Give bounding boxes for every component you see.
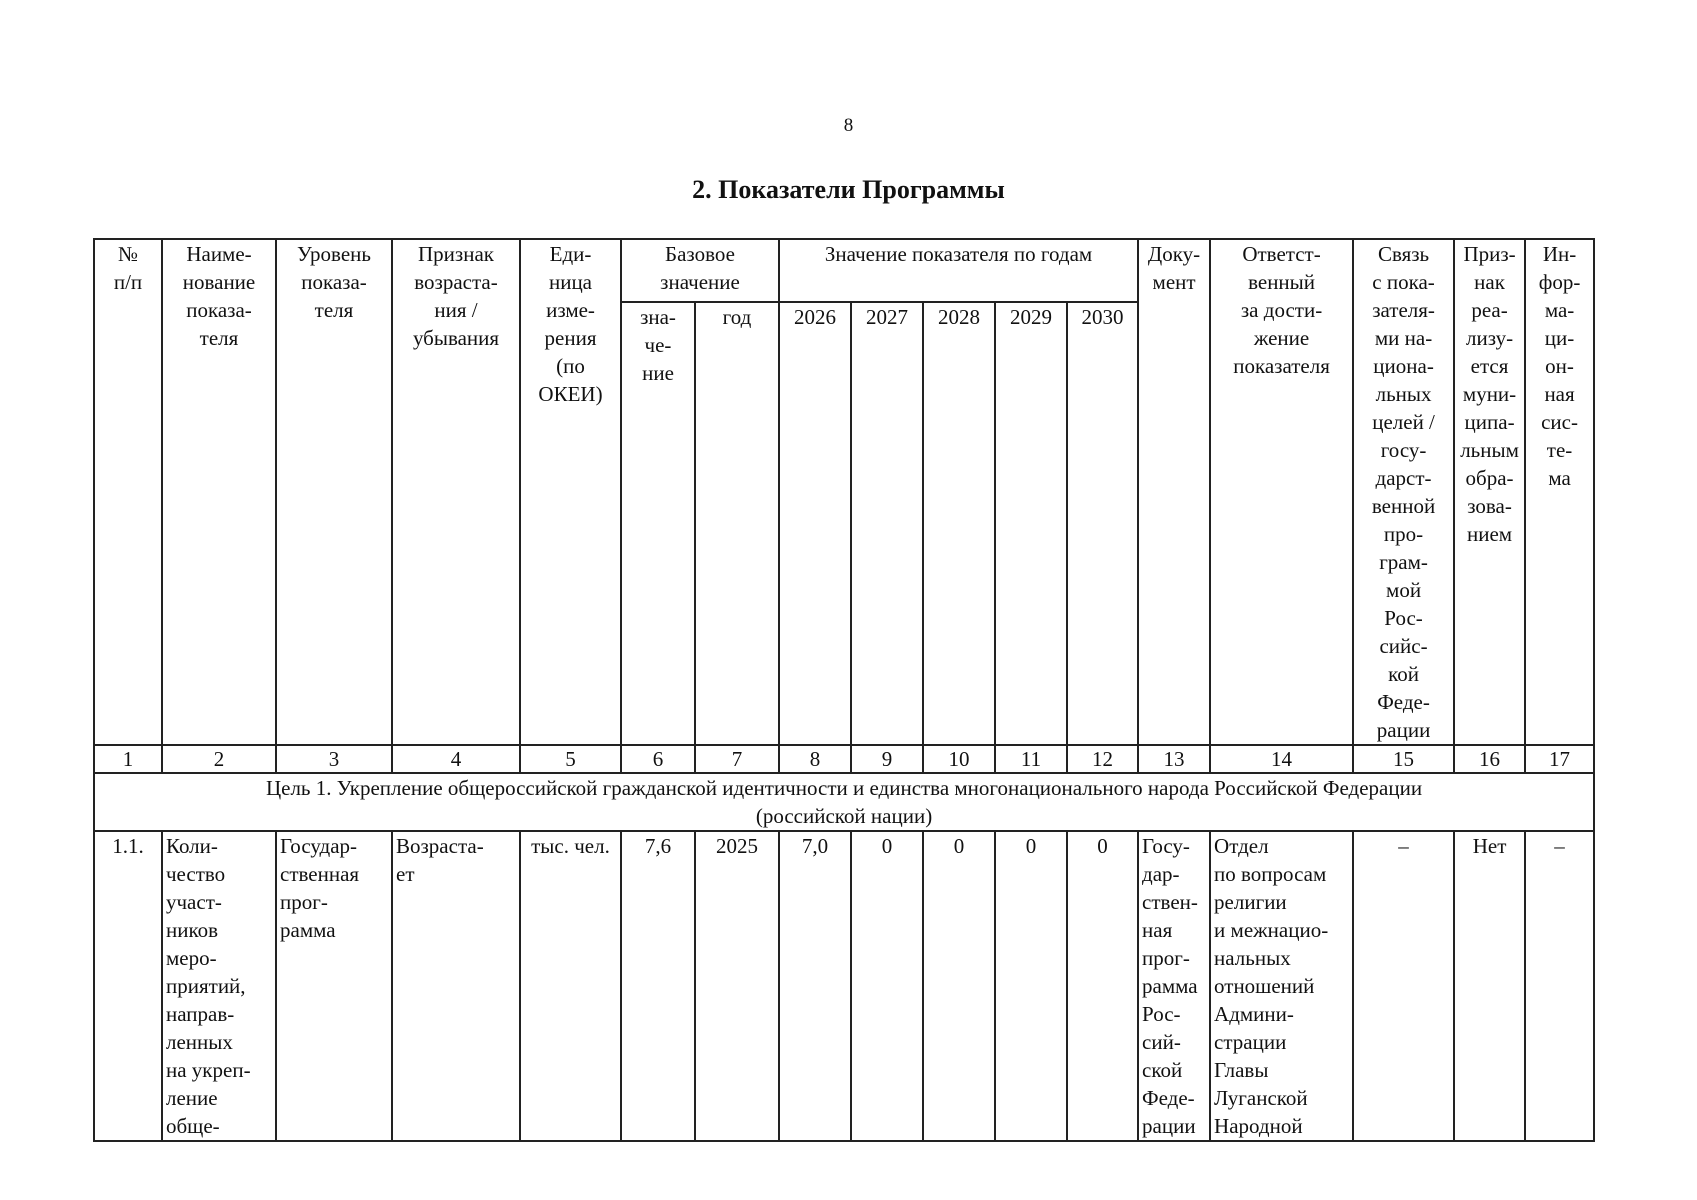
header-years-group: Значение показателя по годам [779, 239, 1138, 302]
header-year: 2027 [851, 302, 923, 745]
column-number: 5 [520, 745, 621, 773]
row-link: – [1353, 831, 1454, 1141]
header-year: 2029 [995, 302, 1067, 745]
column-number: 10 [923, 745, 995, 773]
header-year: 2030 [1067, 302, 1138, 745]
row-value-2027: 0 [851, 831, 923, 1141]
row-value-2030: 0 [1067, 831, 1138, 1141]
column-number: 9 [851, 745, 923, 773]
column-number: 12 [1067, 745, 1138, 773]
column-number: 8 [779, 745, 851, 773]
header-num: № п/п [94, 239, 162, 745]
row-base-value: 7,6 [621, 831, 695, 1141]
column-number: 17 [1525, 745, 1594, 773]
header-year: 2026 [779, 302, 851, 745]
column-number: 15 [1353, 745, 1454, 773]
goal-title: Цель 1. Укрепление общероссийской гражданской идентичности и единства многонационального народа Российской Федерации (российской нации) [94, 773, 1594, 831]
column-number: 4 [392, 745, 520, 773]
column-number: 1 [94, 745, 162, 773]
header-municipal: Приз- нак реа- лизу- ется муни- ципа- льным обра- зова- нием [1454, 239, 1525, 745]
indicators-table [93, 238, 1595, 1142]
header-link: Связь с пока- зателя- ми на- циона- льных целей / госу- дарст- венной про- грам- мой Рос- сийс- кой Феде- рации [1353, 239, 1454, 745]
header-document: Доку- мент [1138, 239, 1210, 745]
header-year: 2028 [923, 302, 995, 745]
header-row [94, 239, 1594, 302]
row-value-2029: 0 [995, 831, 1067, 1141]
header-base-value: зна- че- ние [621, 302, 695, 745]
header-name: Наиме- нование показа- теля [162, 239, 276, 745]
row-value-2028: 0 [923, 831, 995, 1141]
column-number-row [94, 745, 1594, 773]
row-value-2026: 7,0 [779, 831, 851, 1141]
row-unit: тыс. чел. [520, 831, 621, 1141]
row-num: 1.1. [94, 831, 162, 1141]
section-title: 2. Показатели Программы [692, 175, 1005, 204]
header-level: Уровень показа- теля [276, 239, 392, 745]
row-base-year: 2025 [695, 831, 779, 1141]
row-info-system: – [1525, 831, 1594, 1141]
row-municipal: Нет [1454, 831, 1525, 1141]
row-level: Государ- ственная прог- рамма [276, 831, 392, 1141]
column-number: 6 [621, 745, 695, 773]
column-number: 3 [276, 745, 392, 773]
row-document: Госу- дар- ствен- ная прог- рамма Рос- сий- ской Феде- рации [1138, 831, 1210, 1141]
column-number: 13 [1138, 745, 1210, 773]
header-base-group: Базовое значение [621, 239, 779, 302]
row-responsible: Отдел по вопросам религии и межнацио- нальных отношений Админи- страции Главы Луганской Народной [1210, 831, 1353, 1141]
column-number: 14 [1210, 745, 1353, 773]
column-number: 7 [695, 745, 779, 773]
row-name: Коли- чество участ- ников меро- приятий, направ- ленных на укреп- ление обще- [162, 831, 276, 1141]
table-row [94, 831, 1594, 1141]
header-unit: Еди- ница изме- рения (по ОКЕИ) [520, 239, 621, 745]
header-trend: Признак возраста- ния / убывания [392, 239, 520, 745]
header-info-system: Ин- фор- ма- ци- он- ная сис- те- ма [1525, 239, 1594, 745]
column-number: 2 [162, 745, 276, 773]
header-responsible: Ответст- венный за дости- жение показателя [1210, 239, 1353, 745]
column-number: 16 [1454, 745, 1525, 773]
goal-row [94, 773, 1594, 831]
row-trend: Возраста- ет [392, 831, 520, 1141]
header-base-year: год [695, 302, 779, 745]
column-number: 11 [995, 745, 1067, 773]
page-number: 8 [843, 115, 854, 136]
